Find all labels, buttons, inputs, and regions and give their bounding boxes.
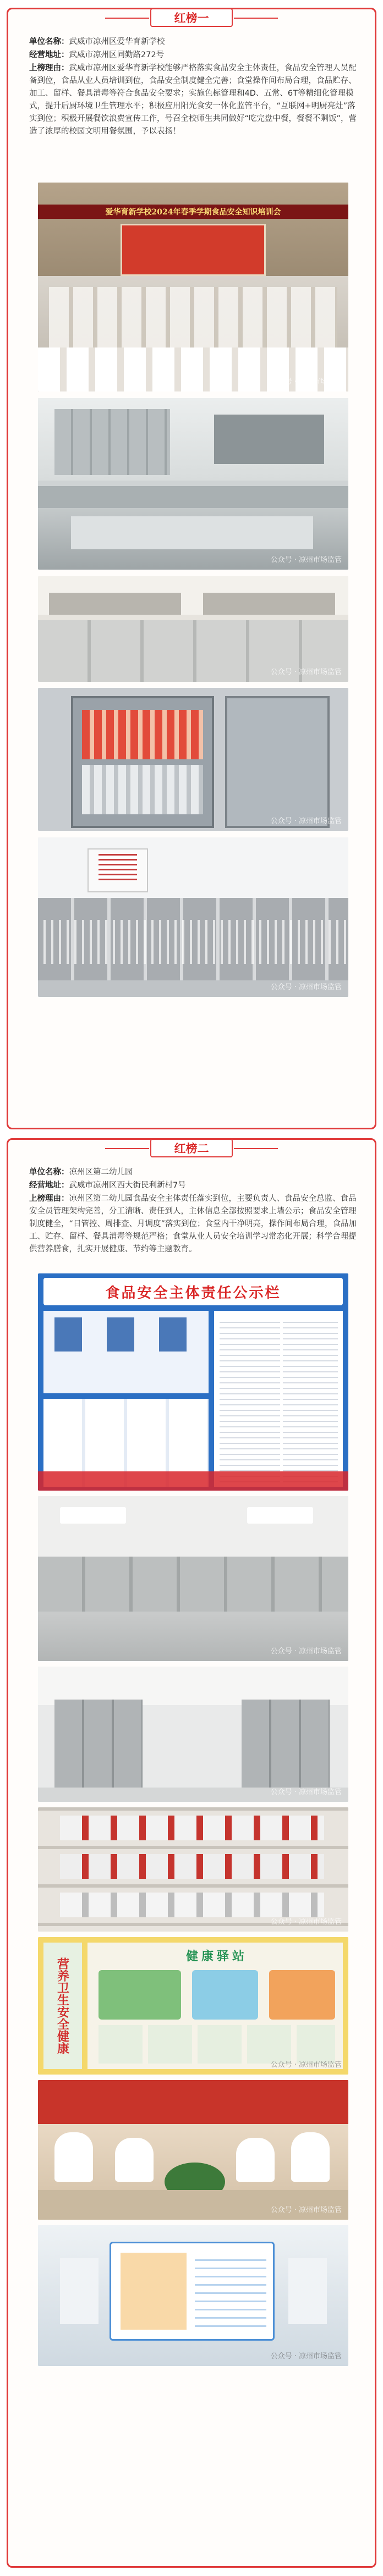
address-value: 武威市凉州区西大街民利新村7号 <box>69 1181 186 1190</box>
photo-disinfection-cabinet <box>38 688 348 831</box>
watermark-9: 公众号 · 凉州市场监管 <box>270 2061 342 2069</box>
section-title-2: 红榜二 <box>150 1139 233 1157</box>
reason-value: 武威市凉州区爱华育新学校能够严格落实食品安全主体责任，食品安全管理人员配备到位，食品从业人员培训到位，食品安全制度健全完善；食堂操作间布局合理，食品贮存、加工、留样、餐具消毒等符合食品安全要求；实施色标管理和4D、五常、6T等精细化管理模式，提升后厨环境卫生管理水平；积极应用阳光食安一体化监管平台，“互联网+明厨亮灶”落实到位；积极开展餐饮浪费宣传工作，号召全校师生共同做好“吃完盘中餐，餐餐不剩饭”，营造了浓厚的校园文明用餐氛围，予以表扬！ <box>29 64 357 136</box>
photo-training-meeting <box>38 183 348 391</box>
watermark-3: 公众号 · 凉州市场监管 <box>270 668 342 676</box>
photo-steel-counters <box>38 576 348 682</box>
watermark-8: 公众号 · 凉州市场监管 <box>270 1918 342 1926</box>
address-label: 经营地址： <box>29 1181 69 1190</box>
unit-value: 武威市凉州区爱华育新学校 <box>69 37 165 46</box>
health-side-text: 营养卫生安全健康 <box>55 1957 70 2054</box>
unit-value: 凉州区第二幼儿园 <box>69 1168 133 1177</box>
red-list-section-2 <box>7 1138 376 2568</box>
health-title: 健康驿站 <box>185 1949 248 1963</box>
photo-dish-cabinets <box>38 837 348 997</box>
section-title-1: 红榜一 <box>150 8 233 27</box>
photo-children-meal <box>38 2080 348 2220</box>
watermark-2: 公众号 · 凉州市场监管 <box>270 556 342 564</box>
red-list-section-1 <box>7 8 376 1129</box>
photo-wall-poster <box>38 2225 348 2366</box>
watermark-10: 公众号 · 凉州市场监管 <box>270 2206 342 2214</box>
photo-refrigerators <box>38 1667 348 1802</box>
address-label: 经营地址： <box>29 51 69 59</box>
watermark-1: 公众号 · 凉州市场监管 <box>270 378 342 386</box>
photo-kitchen-area <box>38 398 348 570</box>
watermark-4: 公众号 · 凉州市场监管 <box>270 817 342 825</box>
reason-label: 上榜理由： <box>29 64 69 73</box>
address-value: 武威市凉州区同勤路272号 <box>69 51 165 59</box>
section-info-2 <box>29 1166 359 1256</box>
photo-health-station <box>38 1937 348 2075</box>
reason-label: 上榜理由： <box>29 1194 69 1203</box>
section-info-1 <box>29 36 359 139</box>
watermark-7: 公众号 · 凉州市场监管 <box>270 1788 342 1796</box>
board-title: 食品安全主体责任公示栏 <box>105 1284 281 1301</box>
photo-kindergarten-kitchen <box>38 1496 348 1661</box>
photo-responsibility-board <box>38 1273 348 1491</box>
watermark-6: 公众号 · 凉州市场监管 <box>270 1647 342 1656</box>
unit-label: 单位名称： <box>29 1168 69 1177</box>
watermark-5: 公众号 · 凉州市场监管 <box>270 983 342 991</box>
reason-value: 凉州区第二幼儿园食品安全主体责任落实到位，主要负责人、食品安全总监、食品安全员管理架构完善，分工清晰、责任到人，主体信息全部按照要求上墙公示；食品安全管理制度健全，“日管控、周排查、月调度”落实到位；食堂内干净明亮，操作间布局合理，食品加工、贮存、留样、餐具消毒等规范严格；食堂从业人员安全培训学习常态化开展；科学合理提供营养膳食，扎实开展健康、节约等主题教育。 <box>29 1194 357 1254</box>
meeting-banner-text: 爱华育新学校2024年春季学期食品安全知识培训会 <box>105 208 281 217</box>
photo-storage-shelves <box>38 1807 348 1932</box>
watermark-11: 公众号 · 凉州市场监管 <box>270 2352 342 2360</box>
unit-label: 单位名称： <box>29 37 69 46</box>
